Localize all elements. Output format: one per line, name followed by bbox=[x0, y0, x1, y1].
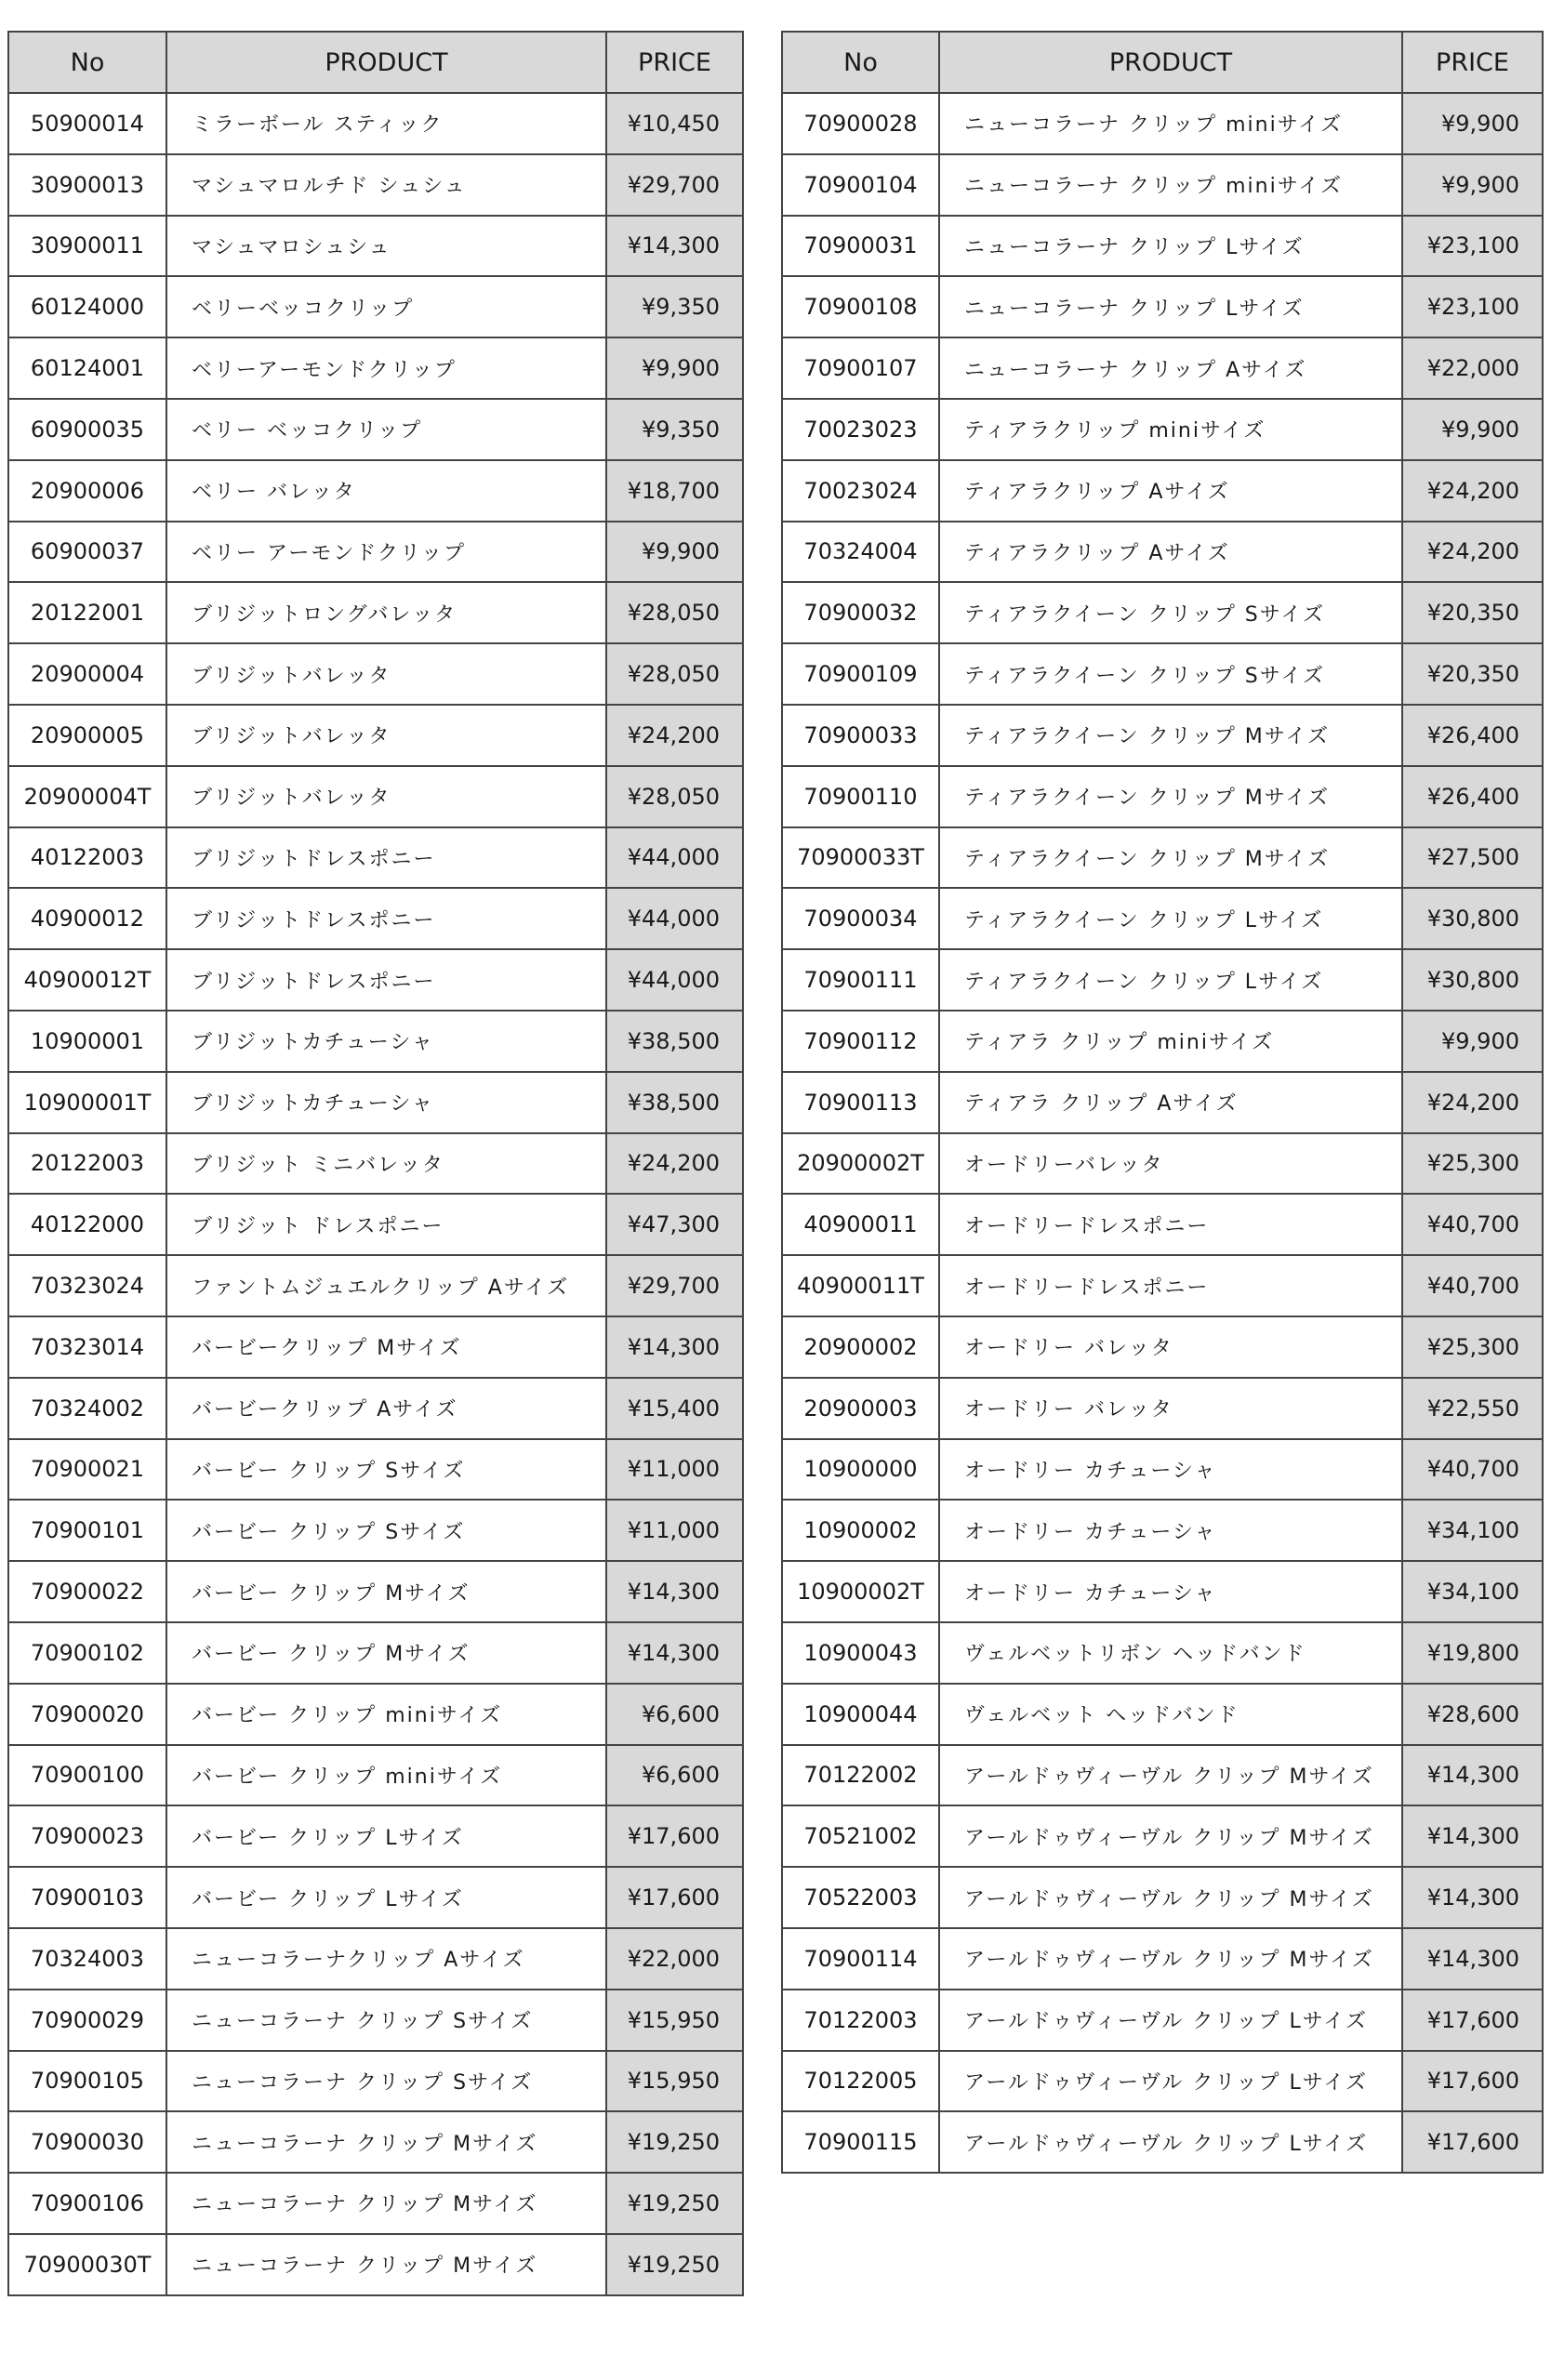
item-number: 70323014 bbox=[8, 1316, 166, 1378]
product-name: ティアラクイーン クリップ Sサイズ bbox=[939, 643, 1402, 705]
table-row bbox=[782, 1805, 1543, 1867]
product-name: ヴェルベット ヘッドバンド bbox=[939, 1684, 1402, 1745]
product-name: オードリードレスポニー bbox=[939, 1255, 1402, 1316]
table-row bbox=[8, 1316, 743, 1378]
table-row bbox=[8, 1622, 743, 1684]
product-name: ティアラクリップ miniサイズ bbox=[939, 399, 1402, 460]
table-row bbox=[8, 1133, 743, 1195]
table-row bbox=[8, 399, 743, 460]
product-name: ティアラ クリップ miniサイズ bbox=[939, 1011, 1402, 1072]
price-value: ¥24,200 bbox=[606, 1133, 743, 1195]
table-row bbox=[782, 705, 1543, 766]
item-number: 70122005 bbox=[782, 2051, 939, 2112]
price-value: ¥47,300 bbox=[606, 1194, 743, 1255]
table-row bbox=[8, 766, 743, 827]
item-number: 70324003 bbox=[8, 1928, 166, 1990]
table-row bbox=[8, 216, 743, 277]
table-row bbox=[8, 2051, 743, 2112]
table-row bbox=[782, 1684, 1543, 1745]
price-value: ¥17,600 bbox=[1402, 2111, 1543, 2173]
item-number: 60124001 bbox=[8, 337, 166, 399]
table-row bbox=[8, 1928, 743, 1990]
price-value: ¥28,050 bbox=[606, 766, 743, 827]
item-number: 70900112 bbox=[782, 1011, 939, 1072]
product-name: ティアラクリップ Aサイズ bbox=[939, 522, 1402, 583]
header-no: No bbox=[782, 32, 939, 93]
item-number: 10900002T bbox=[782, 1561, 939, 1622]
table-row bbox=[8, 2173, 743, 2234]
price-value: ¥9,900 bbox=[606, 522, 743, 583]
price-value: ¥14,300 bbox=[606, 1316, 743, 1378]
table-row bbox=[782, 1928, 1543, 1990]
item-number: 40900012 bbox=[8, 888, 166, 949]
table-row bbox=[782, 888, 1543, 949]
price-value: ¥44,000 bbox=[606, 888, 743, 949]
item-number: 70900022 bbox=[8, 1561, 166, 1622]
price-value: ¥19,250 bbox=[606, 2234, 743, 2295]
price-value: ¥22,550 bbox=[1402, 1378, 1543, 1439]
product-name: ニューコラーナ クリップ Sサイズ bbox=[166, 2051, 606, 2112]
product-name: ティアラクイーン クリップ Sサイズ bbox=[939, 582, 1402, 643]
item-number: 70900033T bbox=[782, 827, 939, 889]
product-name: ブリジット ミニバレッタ bbox=[166, 1133, 606, 1195]
item-number: 70900114 bbox=[782, 1928, 939, 1990]
price-value: ¥9,900 bbox=[1402, 93, 1543, 154]
price-value: ¥23,100 bbox=[1402, 216, 1543, 277]
item-number: 70900110 bbox=[782, 766, 939, 827]
item-number: 20900004 bbox=[8, 643, 166, 705]
item-number: 20900003 bbox=[782, 1378, 939, 1439]
item-number: 70900102 bbox=[8, 1622, 166, 1684]
product-name: オードリー バレッタ bbox=[939, 1378, 1402, 1439]
product-name: オードリー カチューシャ bbox=[939, 1439, 1402, 1501]
item-number: 50900014 bbox=[8, 93, 166, 154]
table-row bbox=[782, 2051, 1543, 2112]
table-row bbox=[8, 2234, 743, 2295]
product-name: ブリジットカチューシャ bbox=[166, 1011, 606, 1072]
product-name: オードリードレスポニー bbox=[939, 1194, 1402, 1255]
price-value: ¥40,700 bbox=[1402, 1255, 1543, 1316]
price-value: ¥14,300 bbox=[1402, 1867, 1543, 1928]
product-name: ベリー バレッタ bbox=[166, 460, 606, 522]
product-name: ティアラクイーン クリップ Lサイズ bbox=[939, 888, 1402, 949]
table-body-right bbox=[782, 93, 1543, 2173]
product-name: ブリジットロングバレッタ bbox=[166, 582, 606, 643]
product-name: アールドゥヴィーヴル クリップ Lサイズ bbox=[939, 2111, 1402, 2173]
price-value: ¥11,000 bbox=[606, 1439, 743, 1501]
item-number: 70900104 bbox=[782, 154, 939, 216]
item-number: 70900106 bbox=[8, 2173, 166, 2234]
item-number: 10900001T bbox=[8, 1072, 166, 1133]
table-row bbox=[8, 1378, 743, 1439]
item-number: 70900109 bbox=[782, 643, 939, 705]
table-row bbox=[782, 1439, 1543, 1501]
item-number: 70324002 bbox=[8, 1378, 166, 1439]
product-name: ティアラクイーン クリップ Mサイズ bbox=[939, 705, 1402, 766]
price-value: ¥28,050 bbox=[606, 582, 743, 643]
price-value: ¥14,300 bbox=[606, 1561, 743, 1622]
price-value: ¥9,350 bbox=[606, 399, 743, 460]
price-value: ¥17,600 bbox=[1402, 2051, 1543, 2112]
price-value: ¥19,250 bbox=[606, 2173, 743, 2234]
price-value: ¥20,350 bbox=[1402, 582, 1543, 643]
product-name: バービー クリップ Sサイズ bbox=[166, 1500, 606, 1561]
table-header-row bbox=[8, 32, 743, 93]
price-value: ¥34,100 bbox=[1402, 1561, 1543, 1622]
product-name: バービークリップ Aサイズ bbox=[166, 1378, 606, 1439]
table-row bbox=[8, 1011, 743, 1072]
item-number: 70900023 bbox=[8, 1805, 166, 1867]
price-value: ¥14,300 bbox=[1402, 1745, 1543, 1806]
price-value: ¥6,600 bbox=[606, 1745, 743, 1806]
table-row bbox=[8, 460, 743, 522]
price-value: ¥28,600 bbox=[1402, 1684, 1543, 1745]
table-row bbox=[8, 827, 743, 889]
price-value: ¥44,000 bbox=[606, 949, 743, 1011]
product-name: ブリジット ドレスポニー bbox=[166, 1194, 606, 1255]
table-row bbox=[782, 460, 1543, 522]
price-value: ¥20,350 bbox=[1402, 643, 1543, 705]
item-number: 70900021 bbox=[8, 1439, 166, 1501]
product-name: アールドゥヴィーヴル クリップ Lサイズ bbox=[939, 1990, 1402, 2051]
product-name: ニューコラーナ クリップ Mサイズ bbox=[166, 2111, 606, 2173]
product-name: ブリジットドレスポニー bbox=[166, 949, 606, 1011]
table-row bbox=[782, 582, 1543, 643]
item-number: 70900030 bbox=[8, 2111, 166, 2173]
product-name: アールドゥヴィーヴル クリップ Mサイズ bbox=[939, 1867, 1402, 1928]
price-value: ¥22,000 bbox=[1402, 337, 1543, 399]
price-value: ¥14,300 bbox=[606, 1622, 743, 1684]
price-value: ¥26,400 bbox=[1402, 705, 1543, 766]
price-value: ¥38,500 bbox=[606, 1072, 743, 1133]
table-row bbox=[782, 766, 1543, 827]
product-name: バービー クリップ miniサイズ bbox=[166, 1745, 606, 1806]
item-number: 40122000 bbox=[8, 1194, 166, 1255]
table-row bbox=[782, 1378, 1543, 1439]
item-number: 70122003 bbox=[782, 1990, 939, 2051]
item-number: 20900006 bbox=[8, 460, 166, 522]
item-number: 40900011T bbox=[782, 1255, 939, 1316]
table-row bbox=[8, 522, 743, 583]
item-number: 10900001 bbox=[8, 1011, 166, 1072]
table-row bbox=[782, 1011, 1543, 1072]
product-name: ニューコラーナ クリップ Mサイズ bbox=[166, 2173, 606, 2234]
product-name: ミラーボール スティック bbox=[166, 93, 606, 154]
table-row bbox=[8, 1990, 743, 2051]
price-value: ¥40,700 bbox=[1402, 1439, 1543, 1501]
price-value: ¥30,800 bbox=[1402, 888, 1543, 949]
table-row bbox=[8, 1255, 743, 1316]
price-value: ¥10,450 bbox=[606, 93, 743, 154]
item-number: 30900011 bbox=[8, 216, 166, 277]
table-row bbox=[782, 2111, 1543, 2173]
product-name: ブリジットバレッタ bbox=[166, 766, 606, 827]
item-number: 20900002 bbox=[782, 1316, 939, 1378]
item-number: 70900111 bbox=[782, 949, 939, 1011]
price-value: ¥29,700 bbox=[606, 154, 743, 216]
product-name: バービー クリップ Mサイズ bbox=[166, 1561, 606, 1622]
price-value: ¥14,300 bbox=[1402, 1928, 1543, 1990]
price-value: ¥15,400 bbox=[606, 1378, 743, 1439]
price-value: ¥19,250 bbox=[606, 2111, 743, 2173]
product-name: ブリジットバレッタ bbox=[166, 705, 606, 766]
item-number: 20122003 bbox=[8, 1133, 166, 1195]
table-row bbox=[782, 1316, 1543, 1378]
header-price: PRICE bbox=[606, 32, 743, 93]
item-number: 70900105 bbox=[8, 2051, 166, 2112]
item-number: 70900033 bbox=[782, 705, 939, 766]
table-row bbox=[8, 643, 743, 705]
item-number: 20900005 bbox=[8, 705, 166, 766]
product-name: ブリジットバレッタ bbox=[166, 643, 606, 705]
product-name: ティアラクイーン クリップ Lサイズ bbox=[939, 949, 1402, 1011]
table-row bbox=[782, 1194, 1543, 1255]
item-number: 60900037 bbox=[8, 522, 166, 583]
product-name: ベリー アーモンドクリップ bbox=[166, 522, 606, 583]
item-number: 70900034 bbox=[782, 888, 939, 949]
price-value: ¥9,900 bbox=[1402, 399, 1543, 460]
table-row bbox=[8, 1684, 743, 1745]
header-no: No bbox=[8, 32, 166, 93]
item-number: 70023023 bbox=[782, 399, 939, 460]
table-row bbox=[8, 1500, 743, 1561]
product-name: オードリー バレッタ bbox=[939, 1316, 1402, 1378]
price-value: ¥27,500 bbox=[1402, 827, 1543, 889]
item-number: 70023024 bbox=[782, 460, 939, 522]
item-number: 70900030T bbox=[8, 2234, 166, 2295]
item-number: 70900029 bbox=[8, 1990, 166, 2051]
price-value: ¥25,300 bbox=[1402, 1133, 1543, 1195]
price-value: ¥15,950 bbox=[606, 2051, 743, 2112]
price-value: ¥23,100 bbox=[1402, 276, 1543, 337]
table-row bbox=[782, 827, 1543, 889]
price-value: ¥26,400 bbox=[1402, 766, 1543, 827]
table-row bbox=[8, 337, 743, 399]
price-value: ¥24,200 bbox=[1402, 522, 1543, 583]
price-value: ¥17,600 bbox=[606, 1867, 743, 1928]
product-name: ニューコラーナ クリップ Lサイズ bbox=[939, 276, 1402, 337]
price-value: ¥40,700 bbox=[1402, 1194, 1543, 1255]
price-value: ¥9,900 bbox=[606, 337, 743, 399]
product-name: ティアラクリップ Aサイズ bbox=[939, 460, 1402, 522]
price-value: ¥14,300 bbox=[1402, 1805, 1543, 1867]
table-row bbox=[8, 276, 743, 337]
product-name: アールドゥヴィーヴル クリップ Mサイズ bbox=[939, 1745, 1402, 1806]
table-row bbox=[8, 1072, 743, 1133]
price-value: ¥18,700 bbox=[606, 460, 743, 522]
price-value: ¥28,050 bbox=[606, 643, 743, 705]
table-row bbox=[8, 1745, 743, 1806]
table-row bbox=[782, 522, 1543, 583]
item-number: 70122002 bbox=[782, 1745, 939, 1806]
table-row bbox=[782, 399, 1543, 460]
item-number: 70900100 bbox=[8, 1745, 166, 1806]
product-name: ニューコラーナ クリップ miniサイズ bbox=[939, 154, 1402, 216]
price-value: ¥19,800 bbox=[1402, 1622, 1543, 1684]
product-name: マシュマロルチド シュシュ bbox=[166, 154, 606, 216]
product-name: バービー クリップ Lサイズ bbox=[166, 1867, 606, 1928]
price-value: ¥15,950 bbox=[606, 1990, 743, 2051]
product-name: ファントムジュエルクリップ Aサイズ bbox=[166, 1255, 606, 1316]
product-name: ブリジットドレスポニー bbox=[166, 888, 606, 949]
table-row bbox=[782, 1867, 1543, 1928]
item-number: 70323024 bbox=[8, 1255, 166, 1316]
price-value: ¥30,800 bbox=[1402, 949, 1543, 1011]
item-number: 60124000 bbox=[8, 276, 166, 337]
product-name: アールドゥヴィーヴル クリップ Mサイズ bbox=[939, 1805, 1402, 1867]
product-name: ニューコラーナ クリップ Sサイズ bbox=[166, 1990, 606, 2051]
table-row bbox=[8, 1561, 743, 1622]
table-row bbox=[8, 154, 743, 216]
item-number: 70900032 bbox=[782, 582, 939, 643]
item-number: 40122003 bbox=[8, 827, 166, 889]
item-number: 40900012T bbox=[8, 949, 166, 1011]
product-name: オードリー カチューシャ bbox=[939, 1561, 1402, 1622]
item-number: 10900044 bbox=[782, 1684, 939, 1745]
item-number: 70900020 bbox=[8, 1684, 166, 1745]
table-row bbox=[8, 1805, 743, 1867]
table-row bbox=[782, 337, 1543, 399]
product-name: マシュマロシュシュ bbox=[166, 216, 606, 277]
table-row bbox=[8, 1194, 743, 1255]
item-number: 70324004 bbox=[782, 522, 939, 583]
price-value: ¥11,000 bbox=[606, 1500, 743, 1561]
price-value: ¥25,300 bbox=[1402, 1316, 1543, 1378]
item-number: 70900115 bbox=[782, 2111, 939, 2173]
product-name: ニューコラーナ クリップ Lサイズ bbox=[939, 216, 1402, 277]
product-name: バービー クリップ Lサイズ bbox=[166, 1805, 606, 1867]
item-number: 20122001 bbox=[8, 582, 166, 643]
item-number: 70900101 bbox=[8, 1500, 166, 1561]
product-name: ヴェルベットリボン ヘッドバンド bbox=[939, 1622, 1402, 1684]
item-number: 70900031 bbox=[782, 216, 939, 277]
price-value: ¥9,350 bbox=[606, 276, 743, 337]
product-name: バービー クリップ miniサイズ bbox=[166, 1684, 606, 1745]
product-name: ニューコラーナ クリップ Mサイズ bbox=[166, 2234, 606, 2295]
price-value: ¥24,200 bbox=[1402, 460, 1543, 522]
table-header-row bbox=[782, 32, 1543, 93]
price-table-right bbox=[781, 31, 1544, 2174]
product-name: ティアラ クリップ Aサイズ bbox=[939, 1072, 1402, 1133]
table-row bbox=[8, 949, 743, 1011]
product-name: アールドゥヴィーヴル クリップ Mサイズ bbox=[939, 1928, 1402, 1990]
table-row bbox=[782, 1745, 1543, 1806]
table-row bbox=[8, 93, 743, 154]
product-name: ベリーベッコクリップ bbox=[166, 276, 606, 337]
product-name: ブリジットドレスポニー bbox=[166, 827, 606, 889]
table-row bbox=[782, 93, 1543, 154]
item-number: 60900035 bbox=[8, 399, 166, 460]
header-product: PRODUCT bbox=[939, 32, 1402, 93]
item-number: 70900103 bbox=[8, 1867, 166, 1928]
product-name: オードリーバレッタ bbox=[939, 1133, 1402, 1195]
product-name: ブリジットカチューシャ bbox=[166, 1072, 606, 1133]
product-name: バービー クリップ Mサイズ bbox=[166, 1622, 606, 1684]
item-number: 20900002T bbox=[782, 1133, 939, 1195]
table-row bbox=[782, 1255, 1543, 1316]
item-number: 70522003 bbox=[782, 1867, 939, 1928]
table-row bbox=[8, 582, 743, 643]
price-value: ¥9,900 bbox=[1402, 1011, 1543, 1072]
item-number: 20900004T bbox=[8, 766, 166, 827]
table-row bbox=[8, 1867, 743, 1928]
price-value: ¥22,000 bbox=[606, 1928, 743, 1990]
item-number: 30900013 bbox=[8, 154, 166, 216]
item-number: 70900028 bbox=[782, 93, 939, 154]
item-number: 70900113 bbox=[782, 1072, 939, 1133]
item-number: 10900002 bbox=[782, 1500, 939, 1561]
product-name: ティアラクイーン クリップ Mサイズ bbox=[939, 827, 1402, 889]
price-value: ¥24,200 bbox=[606, 705, 743, 766]
item-number: 70521002 bbox=[782, 1805, 939, 1867]
product-name: オードリー カチューシャ bbox=[939, 1500, 1402, 1561]
price-value: ¥6,600 bbox=[606, 1684, 743, 1745]
table-row bbox=[782, 1622, 1543, 1684]
table-row bbox=[8, 888, 743, 949]
price-value: ¥38,500 bbox=[606, 1011, 743, 1072]
product-name: ベリー ベッコクリップ bbox=[166, 399, 606, 460]
price-value: ¥14,300 bbox=[606, 216, 743, 277]
price-table-left bbox=[7, 31, 744, 2296]
table-row bbox=[782, 1500, 1543, 1561]
table-row bbox=[782, 216, 1543, 277]
table-body-left bbox=[8, 93, 743, 2295]
table-row bbox=[8, 2111, 743, 2173]
price-value: ¥24,200 bbox=[1402, 1072, 1543, 1133]
item-number: 70900108 bbox=[782, 276, 939, 337]
header-product: PRODUCT bbox=[166, 32, 606, 93]
product-name: ニューコラーナ クリップ Aサイズ bbox=[939, 337, 1402, 399]
table-row bbox=[782, 1133, 1543, 1195]
price-value: ¥44,000 bbox=[606, 827, 743, 889]
table-row bbox=[782, 1072, 1543, 1133]
product-name: バービークリップ Mサイズ bbox=[166, 1316, 606, 1378]
price-value: ¥29,700 bbox=[606, 1255, 743, 1316]
price-value: ¥17,600 bbox=[606, 1805, 743, 1867]
product-name: バービー クリップ Sサイズ bbox=[166, 1439, 606, 1501]
price-value: ¥9,900 bbox=[1402, 154, 1543, 216]
table-row bbox=[782, 949, 1543, 1011]
price-value: ¥17,600 bbox=[1402, 1990, 1543, 2051]
table-row bbox=[8, 705, 743, 766]
item-number: 10900043 bbox=[782, 1622, 939, 1684]
item-number: 10900000 bbox=[782, 1439, 939, 1501]
product-name: ニューコラーナクリップ Aサイズ bbox=[166, 1928, 606, 1990]
product-name: ベリーアーモンドクリップ bbox=[166, 337, 606, 399]
table-row bbox=[782, 1990, 1543, 2051]
table-row bbox=[782, 276, 1543, 337]
price-value: ¥34,100 bbox=[1402, 1500, 1543, 1561]
table-row bbox=[782, 154, 1543, 216]
table-row bbox=[8, 1439, 743, 1501]
item-number: 40900011 bbox=[782, 1194, 939, 1255]
product-name: アールドゥヴィーヴル クリップ Lサイズ bbox=[939, 2051, 1402, 2112]
item-number: 70900107 bbox=[782, 337, 939, 399]
product-name: ニューコラーナ クリップ miniサイズ bbox=[939, 93, 1402, 154]
header-price: PRICE bbox=[1402, 32, 1543, 93]
table-row bbox=[782, 643, 1543, 705]
table-row bbox=[782, 1561, 1543, 1622]
product-name: ティアラクイーン クリップ Mサイズ bbox=[939, 766, 1402, 827]
